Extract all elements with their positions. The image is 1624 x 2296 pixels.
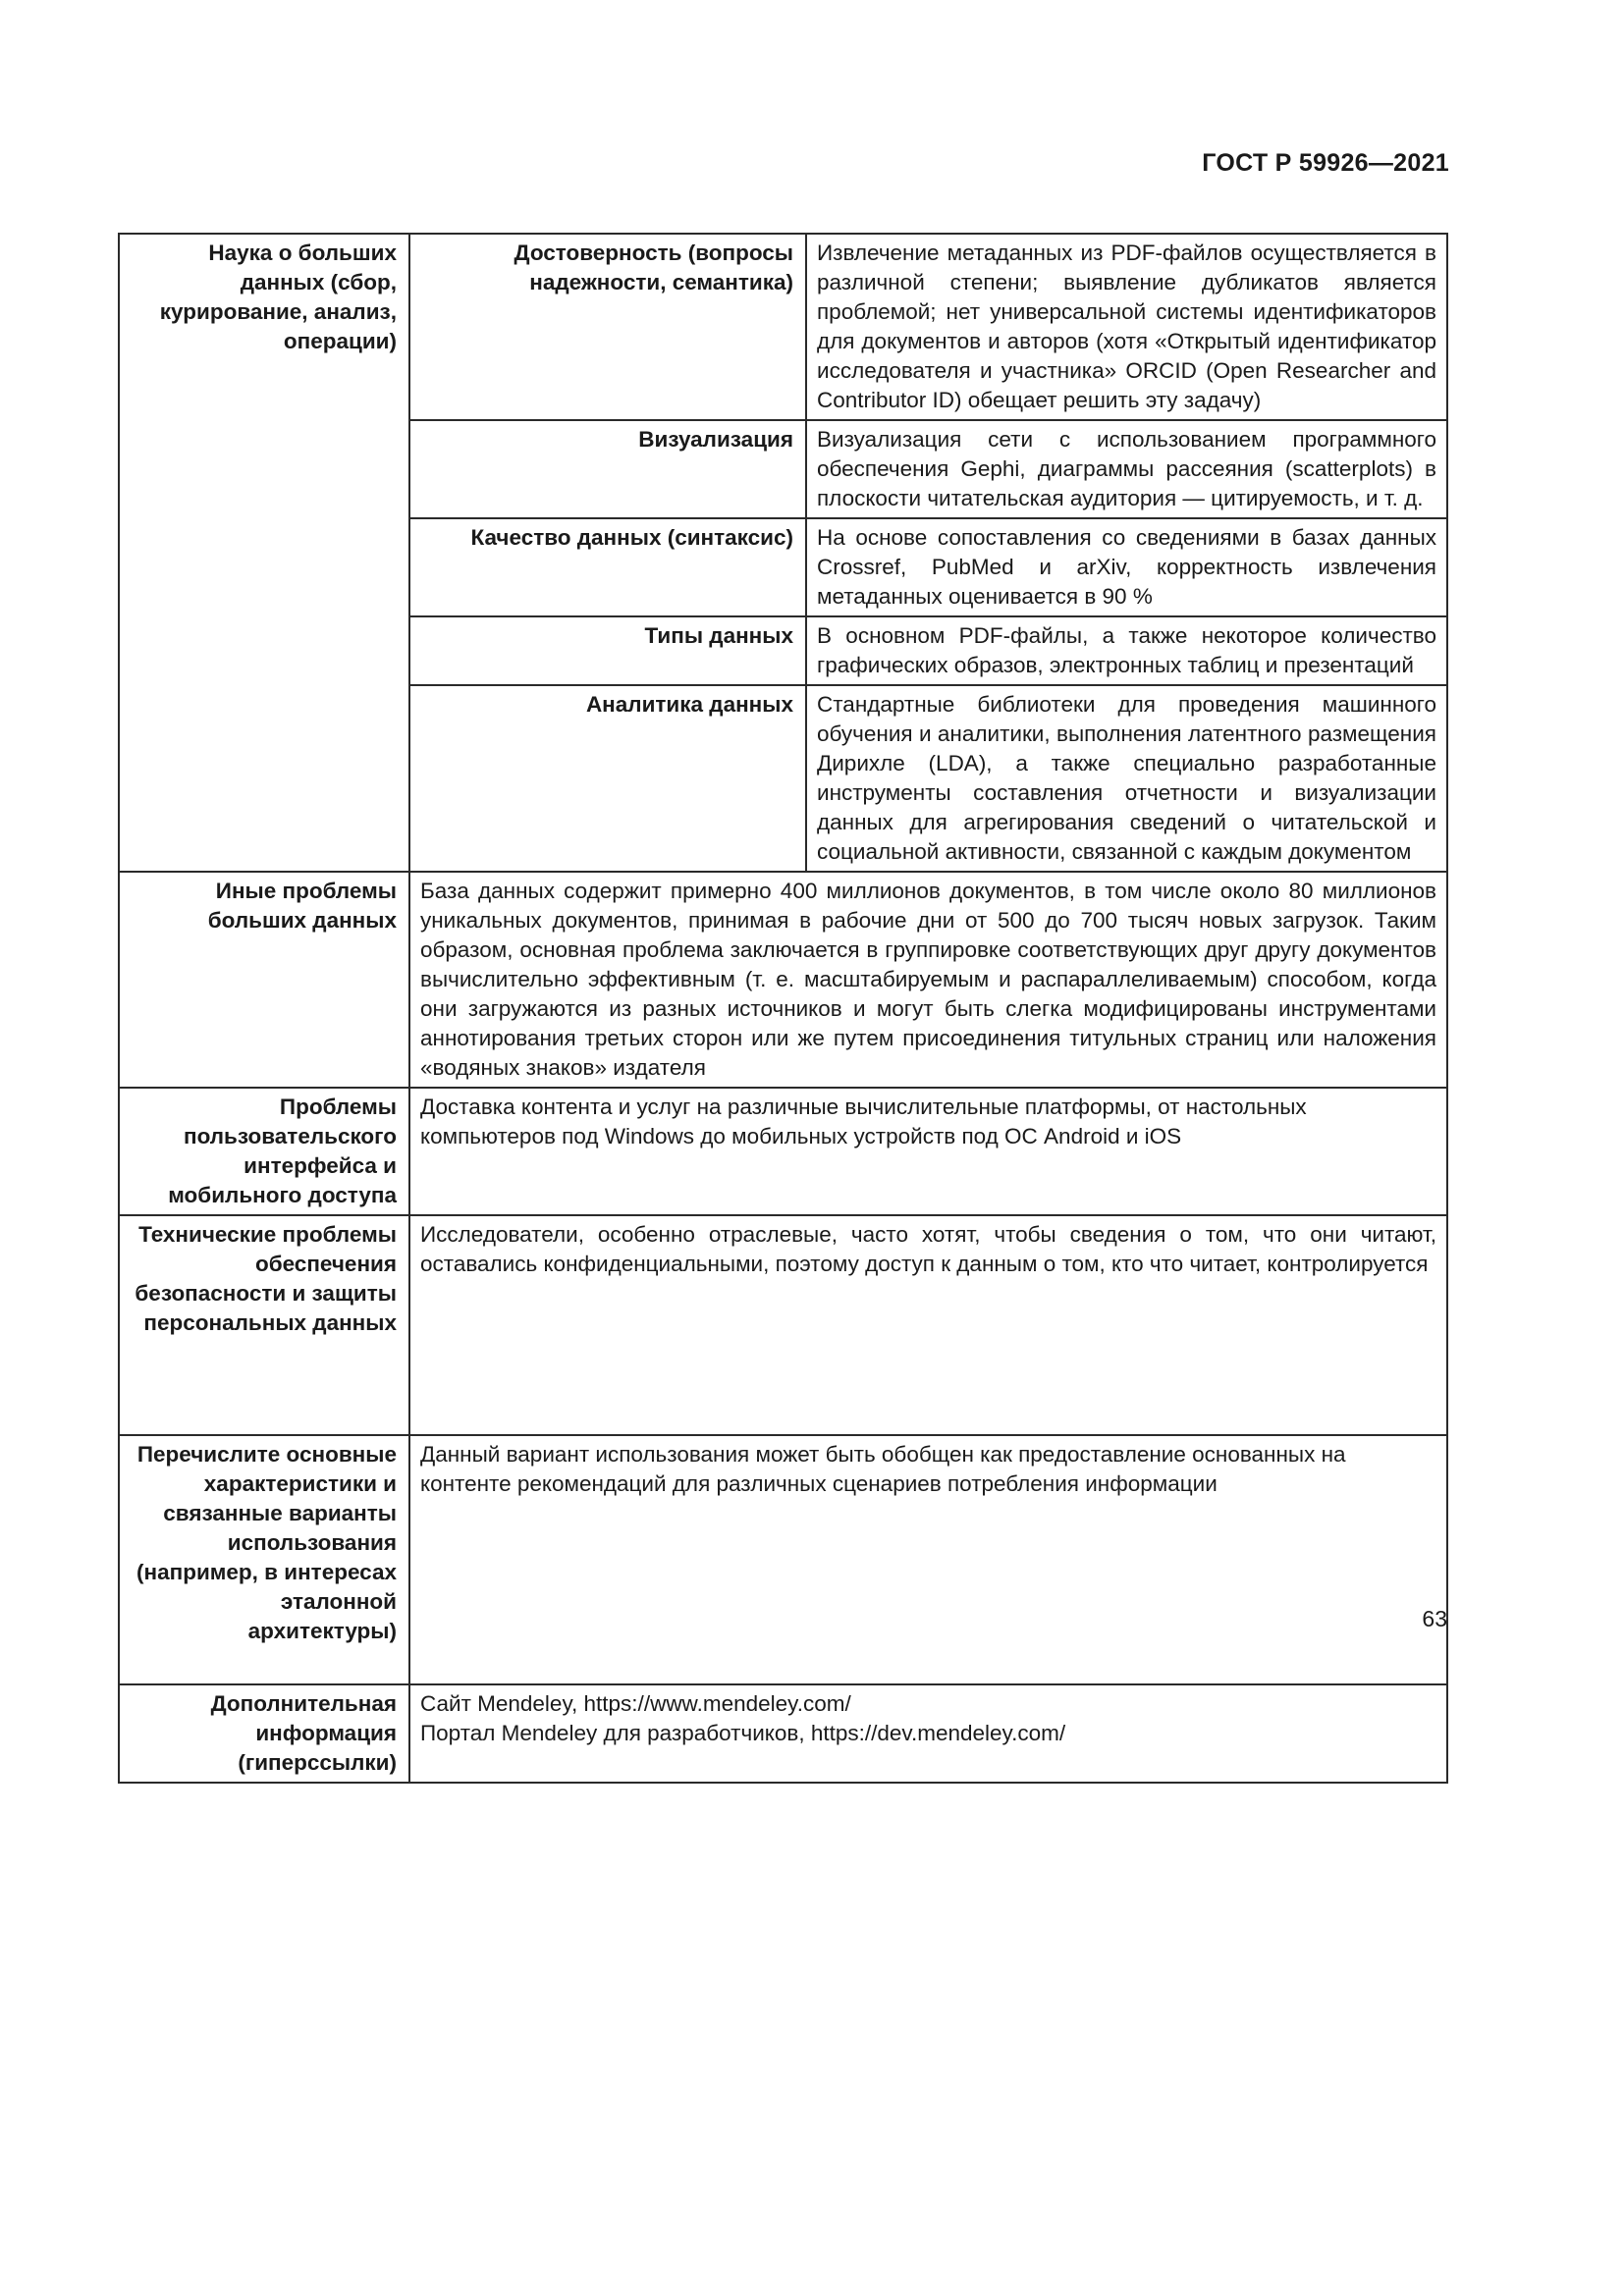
row-text-characteristics: Данный вариант использования может быть обобщен как предоставление основанных на контенте рекомендаций для различных сценариев потребления информации [409, 1435, 1447, 1684]
table-row [119, 1088, 1447, 1215]
row-heading-ui-mobile: Проблемы пользовательского интерфейса и мобильного доступа [119, 1088, 409, 1215]
row-heading-characteristics: Перечислите основные характеристики и связанные варианты использования (например, в интересах эталонной архитектуры) [119, 1435, 409, 1684]
page-number: 63 [1422, 1606, 1447, 1631]
use-case-table [118, 233, 1448, 1784]
row-heading-links: Дополнительная информация (гиперссылки) [119, 1684, 409, 1783]
table-row [119, 1435, 1447, 1684]
row-heading-security: Технические проблемы обеспечения безопасности и защиты персональных данных [119, 1215, 409, 1435]
row-heading-other-problems: Иные проблемы больших данных [119, 872, 409, 1088]
sub-row-label: Визуализация [409, 420, 806, 518]
table-row [119, 872, 1447, 1088]
mendeley-dev-portal-link[interactable]: Портал Mendeley для разработчиков, https://dev.mendeley.com/ [420, 1721, 1066, 1745]
sub-row-text: Визуализация сети с использованием программного обеспечения Gephi, диаграммы рассеяния (scatterplots) в плоскости читательская аудитория — цитируемость, и т. д. [806, 420, 1447, 518]
sub-row-label: Качество данных (синтаксис) [409, 518, 806, 616]
sub-row-label: Аналитика данных [409, 685, 806, 872]
table-row [119, 1684, 1447, 1783]
row-heading-big-data-science: Наука о больших данных (сбор, курирование, анализ, операции) [119, 234, 409, 872]
sub-row-text: На основе сопоставления со сведениями в базах данных Crossref, PubMed и arXiv, корректность извлечения метаданных оценивается в 90 % [806, 518, 1447, 616]
sub-row-text: Стандартные библиотеки для проведения машинного обучения и аналитики, выполнения латентного размещения Дирихле (LDA), а также специально разработанные инструменты составления отчетности и визуализации данных для агрегирования сведений о читательской и социальной активности, связанной с каждым документом [806, 685, 1447, 872]
row-text-other-problems: База данных содержит примерно 400 миллионов документов, в том числе около 80 миллионов уникальных документов, принимая в рабочие дни от 500 до 700 тысяч новых загрузок. Таким образом, основная проблема заключается в группировке соответствующих друг другу документов вычислительно эффективным (т. е. масштабируемым и распараллеливаемым) способом, когда они загружаются из разных источников и могут быть слегка модифицированы инструментами аннотирования третьих сторон или же путем присоединения титульных страниц или наложения «водяных знаков» издателя [409, 872, 1447, 1088]
table-row [119, 234, 1447, 420]
sub-row-label: Достоверность (вопросы надежности, семантика) [409, 234, 806, 420]
row-text-security: Исследователи, особенно отраслевые, часто хотят, чтобы сведения о том, что они читают, оставались конфиденциальными, поэтому доступ к данным о том, кто что читает, контролируется [409, 1215, 1447, 1435]
row-text-ui-mobile: Доставка контента и услуг на различные вычислительные платформы, от настольных компьютеров под Windows до мобильных устройств под ОС Android и iOS [409, 1088, 1447, 1215]
sub-row-text: В основном PDF-файлы, а также некоторое количество графических образов, электронных таблиц и презентаций [806, 616, 1447, 685]
row-links-cell [409, 1684, 1447, 1783]
mendeley-site-link[interactable]: Сайт Mendeley, https://www.mendeley.com/ [420, 1691, 851, 1716]
sub-row-label: Типы данных [409, 616, 806, 685]
document-standard-code: ГОСТ Р 59926—2021 [1202, 149, 1449, 177]
sub-row-text: Извлечение метаданных из PDF-файлов осуществляется в различной степени; выявление дубликатов является проблемой; нет универсальной системы идентификаторов для документов и авторов (хотя «Открытый идентификатор исследователя и участника» ORCID (Open Researcher and Contributor ID) обещает решить эту задачу) [806, 234, 1447, 420]
table-row [119, 1215, 1447, 1435]
